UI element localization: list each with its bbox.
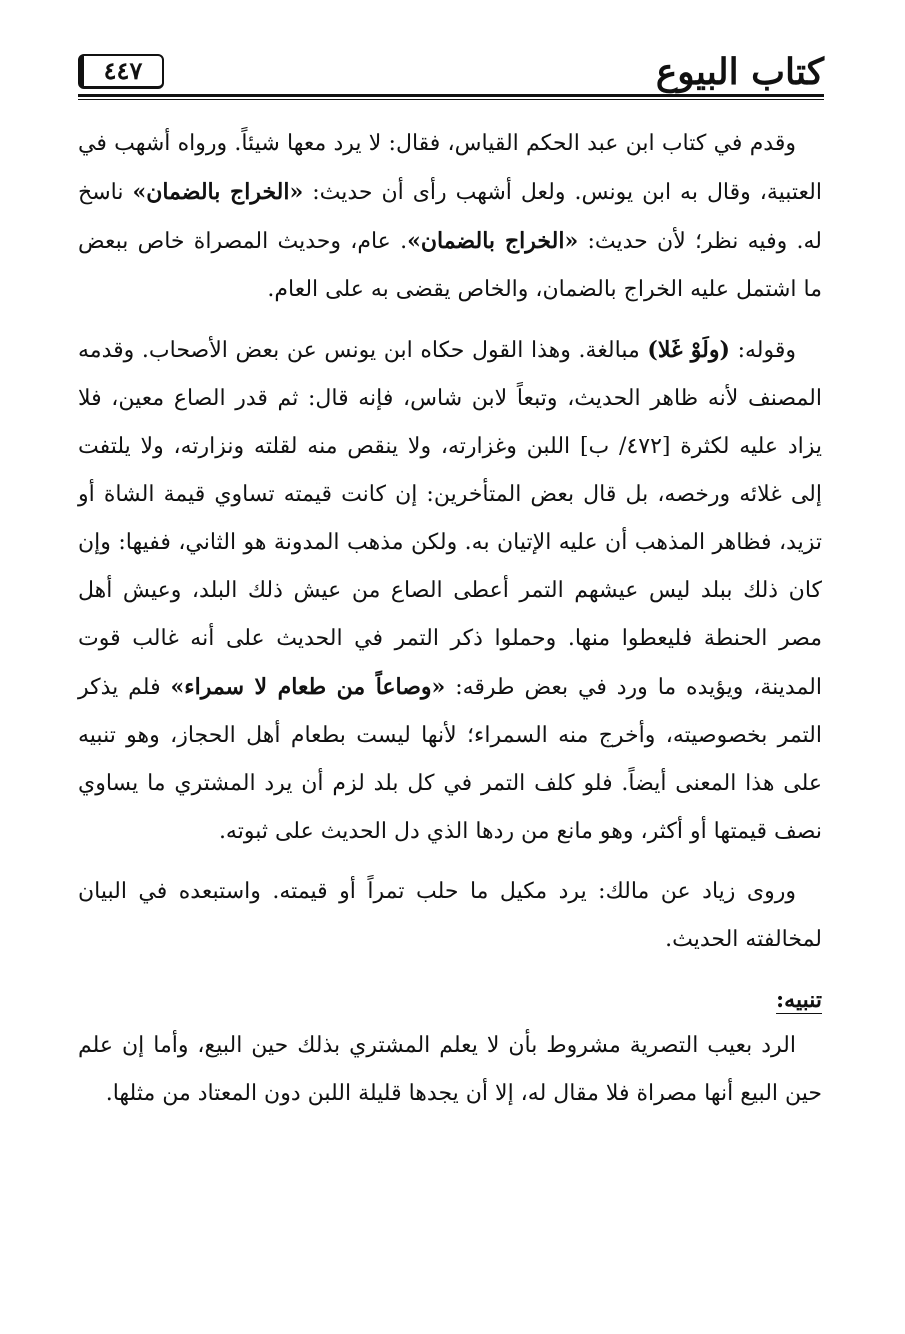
paragraph-1-text-e: . عام، وحديث المصراة خاص ببعض ما اشتمل عليه الخراج بالضمان، والخاص يقضى به على العام. (78, 229, 822, 302)
chapter-title: كتاب البيوع (655, 51, 824, 93)
page-body (78, 120, 822, 1118)
note-heading: تنبيه: (776, 987, 822, 1013)
paragraph-2-text-c: مبالغة. وهذا القول حكاه ابن يونس عن بعض الأصحاب. وقدمه المصنف لأنه ظاهر الحديث، وتبعاً لابن شاس، فإنه قال: ثم قدر الصاع معين، فلا يزاد عليه لكثرة [٤٧٢/ ب] اللبن وغزارته، ولا ينقص منه لقلته ونزارته، ولا يلتفت إلى غلائه ورخصه، بل قال بعض المتأخرين: إن كانت قيمته تساوي قيمة الشاة أو تزيد، فظاهر المذهب أن عليه الإتيان به. ولكن مذهب المدونة هو الثاني، ففيها: وإن كان ذلك ببلد ليس عيشهم التمر أعطى الصاع من عيش ذلك البلد، وعيش أهل مصر الحنطة فليعطوا منها. وحملوا ذكر التمر في الحديث على أنه غالب قوت المدينة، ويؤيده ما ورد في بعض طرقه: (78, 338, 823, 700)
matn-quote: (ولَوْ غَلا) (647, 337, 730, 363)
page-header (78, 48, 824, 106)
paragraph-3: وروى زياد عن مالك: يرد مكيل ما حلب تمراً أو قيمته. واستبعده في البيان لمخالفته الحديث. (78, 879, 822, 952)
hadith-quote: «وصاعاً من طعام لا سمراء» (170, 674, 446, 700)
paragraph-1-text-c: ناسخ له. وفيه نظر؛ لأن حديث: (78, 180, 822, 254)
paragraph-1 (78, 120, 822, 314)
hadith-quote: «الخراج بالضمان» (407, 228, 579, 254)
hadith-quote: «الخراج بالضمان» (132, 179, 304, 205)
paragraph-2-text-e: فلم يذكر التمر بخصوصيته، وأخرج منه السمراء؛ لأنها ليست بطعام أهل الحجاز، وهو تنبيه على هذا المعنى أيضاً. فلو كلف التمر في كل بلد لزم أن يرد المشتري ما يساوي نصف قيمتها أو أكثر، وهو مانع من ردها الذي دل الحديث على ثبوته. (78, 675, 822, 844)
paragraph-2-text-a: وقوله: (729, 338, 796, 363)
paragraph-1-text-a: وقدم في كتاب ابن عبد الحكم القياس، فقال: لا يرد معها شيئاً. ورواه أشهب في العتبية، وقال به ابن يونس. ولعل أشهب رأى أن حديث: (78, 131, 822, 205)
paragraph-4: الرد بعيب التصرية مشروط بأن لا يعلم المشتري بذلك حين البيع، وأما إن علم حين البيع أنها مصراة فلا مقال له، إلا أن يجدها قليلة اللبن دون المعتاد من مثلها. (78, 1033, 822, 1106)
header-rule (78, 94, 824, 100)
paragraph-2 (78, 326, 822, 856)
page-number: ٤٤٧ (78, 54, 164, 89)
